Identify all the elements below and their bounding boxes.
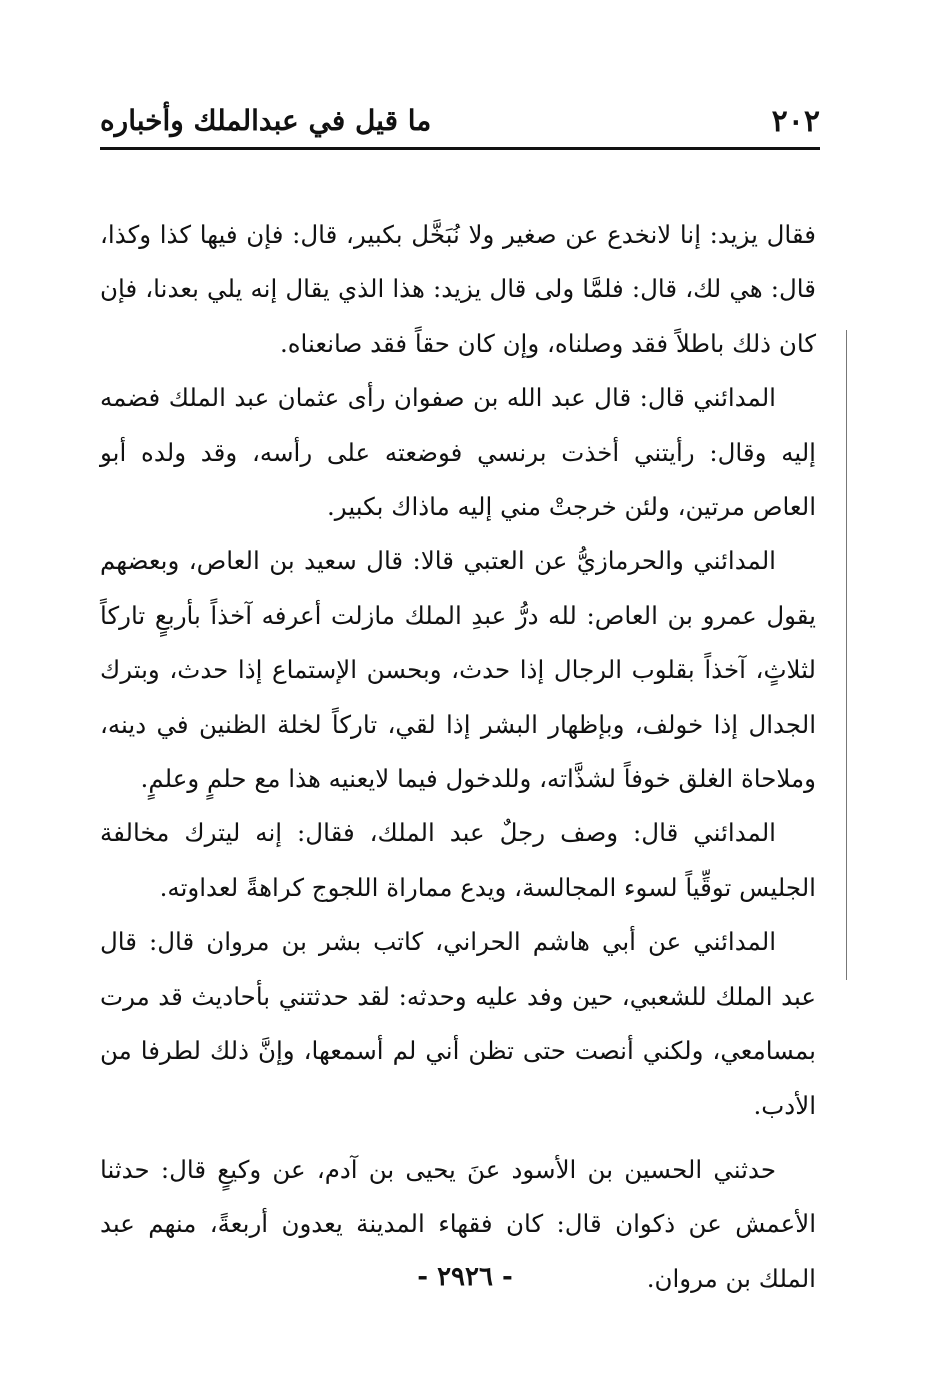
paragraph: المدائني قال: وصف رجلٌ عبد الملك، فقال: إنه ليترك مخالفة الجليس توقِّياً لسوء المجالسة، ويدع مماراة اللجوج كراهةً لعداوته. [100, 818, 816, 902]
paragraph: المدائني قال: قال عبد الله بن صفوان رأى عثمان عبد الملك فضمه إليه وقال: رأيتني أخذت برنسي فوضعته على رأسه، وقد ولده أبو العاص مرتين، ولئن خرجتْ مني إليه ماذاك بكبير. [100, 383, 816, 522]
paragraph: حدثني الحسين بن الأسود عنَ يحيى بن آدم، عن وكيعٍ قال: حدثنا الأعمش عن ذكوان قال: كان فقهاء المدينة يعدون أربعةً، منهم عبد الملك بن مروان. [100, 1154, 816, 1293]
body-text [100, 208, 816, 1306]
chapter-title: ما قيل في عبدالملك وأخباره [100, 104, 432, 137]
page-number: ٢٠٢ [771, 104, 820, 139]
running-head [100, 98, 820, 148]
paragraph: فقال يزيد: إنا لانخدع عن صغير ولا نُبَخَّل بكبير، قال: فإن فيها كذا وكذا، قال: هي لك، قال: فلمَّا ولى قال يزيد: هذا الذي يقال إنه يلي بعدنا، فإن كان ذلك باطلاً فقد وصلناه، وإن كان حقاً فقد صانعناه. [100, 220, 816, 358]
header-rule [100, 147, 820, 150]
paragraph: المدائني والحرمازيُّ عن العتبي قالا: قال سعيد بن العاص، وبعضهم يقول عمرو بن العاص: لله درُّ عبدِ الملك مازلت أعرفه آخذاً بأربعٍ تاركاً لثلاثٍ، آخذاً بقلوب الرجال إذا حدث، وبحسن الإستماع إذا حدث، وبترك الجدال إذا خولف، وبإظهار البشر إذا لقي، تاركاً لخلة الظنين في دينه، وملاحاة الغلق خوفاً لشذَّاته، وللدخول فيما لايعنيه هذا مع حلمٍ وعلمٍ. [100, 546, 816, 794]
paragraph: المدائني عن أبي هاشم الحراني، كاتب بشر بن مروان قال: قال عبد الملك للشعبي، حين وفد عليه وحدثه: لقد حدثتني بأحاديث قد مرت بمسامعي، ولكني أنصت حتى تظن أني لم أسمعها، وإنَّ ذلك لطرفا من الأدب. [100, 927, 816, 1120]
folio-number: - ٢٩٢٦ - [417, 1262, 513, 1292]
margin-line [846, 330, 847, 980]
